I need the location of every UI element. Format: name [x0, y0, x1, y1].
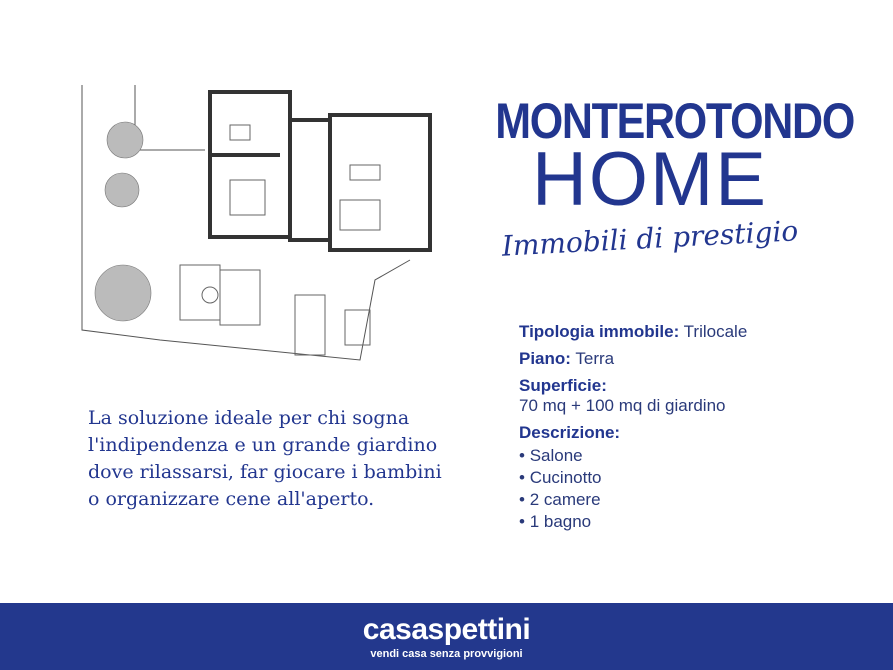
feature-list: [519, 445, 747, 533]
descrizione-label: Descrizione:: [519, 423, 621, 442]
list-item: • 1 bagno: [519, 511, 747, 533]
list-item: • 2 camere: [519, 489, 747, 511]
piano-label: Piano:: [519, 349, 571, 368]
tipologia-value: Trilocale: [683, 322, 748, 341]
footer-tagline: vendi casa senza provvigioni: [370, 648, 523, 660]
footer: [0, 603, 893, 670]
floor-plan: [80, 80, 440, 380]
superficie-value: 70 mq + 100 mq di giardino: [519, 396, 726, 415]
piano-value: Terra: [575, 349, 615, 368]
brand-tagline: Immobili di prestigio: [500, 214, 800, 263]
brand-subtitle: HOME: [532, 137, 768, 222]
list-item: • Salone: [519, 445, 747, 467]
property-info: [519, 322, 747, 533]
brand-title: MONTEROTONDO: [495, 93, 854, 149]
list-item: • Cucinotto: [519, 467, 747, 489]
footer-logo: casaspettini: [362, 613, 531, 646]
superficie-label: Superficie:: [519, 376, 607, 395]
property-description: La soluzione ideale per chi sogna l'indipendenza e un grande giardino dove rilassarsi, far giocare i bambini o organizzare cene all'aperto.: [88, 407, 442, 510]
tipologia-label: Tipologia immobile:: [519, 322, 680, 341]
